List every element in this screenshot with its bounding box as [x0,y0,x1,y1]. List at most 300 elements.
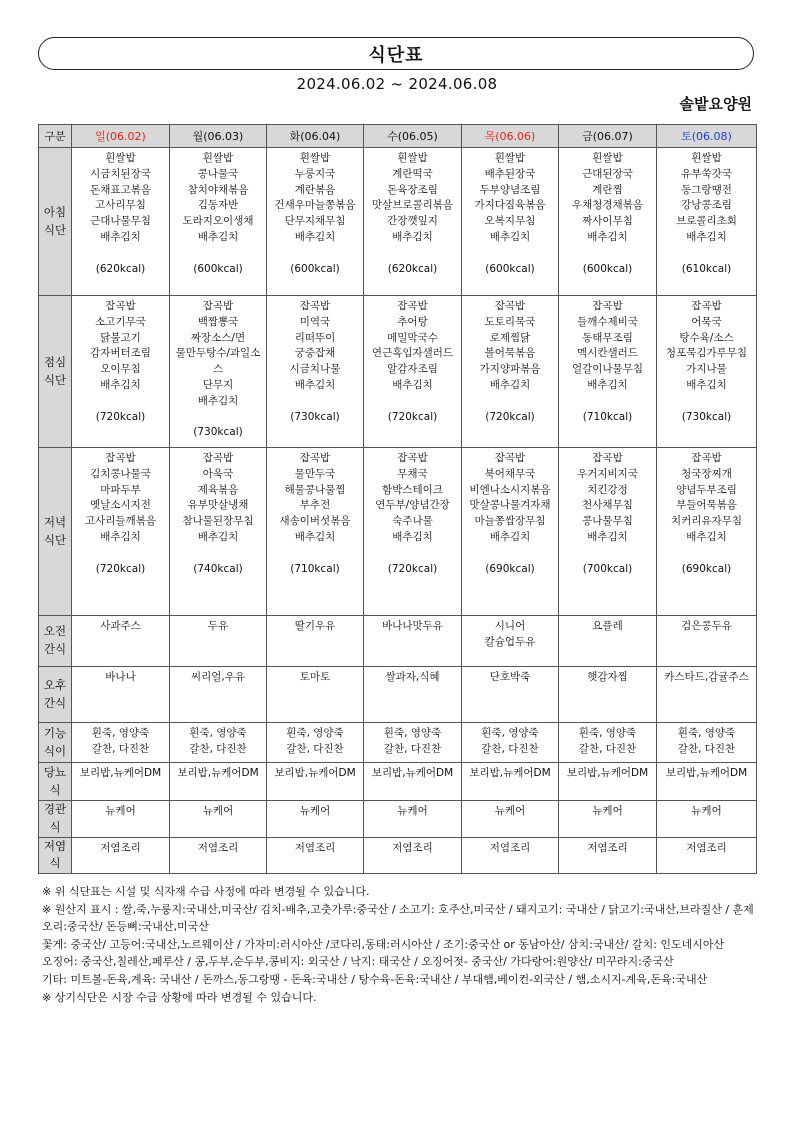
menu-item: 흰쌀밥 [105,152,136,164]
spacer [172,546,264,562]
menu-item: 맛살브로콜리볶음 [371,199,454,212]
menu-cell [72,296,170,448]
header-row [39,125,757,148]
menu-cell [364,723,462,763]
menu-item: 배추김치 [587,230,628,243]
row-category-line: 식이 [43,743,67,758]
spacer [659,394,754,410]
kcal-label: (600kcal) [193,262,243,275]
kcal-label: (700kcal) [582,562,633,575]
menu-item: 흰죽, 영양죽 [578,727,637,739]
menu-item: 도토리묵국 [484,315,536,328]
menu-item: 어묵국 [691,315,722,328]
meal-row [39,148,757,296]
menu-cell [559,801,657,838]
menu-item: 배추김치 [686,378,727,391]
menu-item: 잡곡밥 [397,300,428,312]
menu-item: 배추김치 [197,230,239,243]
spacer [74,546,167,562]
menu-item: 단무지채무침 [284,215,346,228]
menu-item: 멕시칸샐러드 [577,347,638,360]
kcal-label: (610kcal) [681,262,732,275]
row-category-line: 간식 [43,695,67,710]
menu-item: 얼갈이나물무침 [571,363,643,376]
menu-item: 배추김치 [294,378,336,391]
menu-item: 맛살콩나물겨자채 [469,499,551,512]
menu-item: 강낭콩조림 [681,199,732,212]
menu-item: 저염조리 [489,841,531,854]
menu-item: 가지양파볶음 [479,363,541,376]
menu-item: 배추김치 [489,530,531,543]
spacer [561,246,654,262]
menu-item: 배추김치 [197,394,239,407]
menu-cell [657,448,757,616]
menu-item: 갈찬, 다진찬 [578,742,637,755]
menu-item: 배추김치 [489,378,531,391]
menu-item: 배추김치 [392,378,433,391]
menu-item: 비엔나소시지볶음 [469,483,551,496]
menu-cell [462,763,559,801]
menu-item: 감자버터조림 [90,347,151,360]
row-category [39,667,72,723]
menu-item: 흰쌀밥 [691,152,722,164]
spacer [269,394,361,410]
kcal-label: (710kcal) [582,410,633,423]
spacer [366,546,459,562]
row-category [39,723,72,763]
day-header: 월(06.03) [170,125,267,148]
menu-cell [462,448,559,616]
meal-row [39,296,757,448]
menu-item: 배추김치 [100,378,141,391]
row-category-line: 저녁 [43,514,67,529]
menu-item: 미역국 [299,315,331,328]
row-category-line: 식 [49,856,61,871]
menu-item: 바나나 [105,671,136,683]
menu-cell [364,148,462,296]
menu-item: 갈찬, 다진찬 [383,742,442,755]
menu-cell [170,667,267,723]
kcal-label: (720kcal) [485,410,535,423]
menu-item: 보리밥,뉴케어DM [79,767,162,779]
menu-item: 배추김치 [100,530,141,543]
menu-cell [364,763,462,801]
menu-cell [462,296,559,448]
menu-item: 고사리들깨볶음 [84,515,156,528]
menu-item: 오이무침 [100,363,141,376]
menu-item: 보리밥,뉴케어DM [469,767,551,779]
kcal-label: (720kcal) [95,562,146,575]
menu-item: 배추김치 [392,230,433,243]
menu-item: 두유 [207,620,229,632]
menu-item: 저염조리 [392,841,433,854]
menu-item: 잡곡밥 [105,452,136,464]
menu-cell [462,723,559,763]
kcal-label: (690kcal) [681,562,732,575]
kcal-label: (740kcal) [193,562,243,575]
menu-item: 잡곡밥 [494,300,526,312]
menu-item: 짜장소스/면 [190,331,246,344]
menu-period: 2024.06.02 ~ 2024.06.08 [296,75,498,93]
menu-item: 리떠뚜이 [294,331,336,344]
menu-item: 돈육장조림 [387,183,438,196]
menu-item: 시금치된장국 [90,167,151,180]
menu-item: 유부쑥갓국 [681,167,732,180]
menu-cell [170,801,267,838]
meal-row [39,616,757,667]
menu-item: 잡곡밥 [105,300,136,312]
spacer [366,246,459,262]
row-category-line: 간식 [43,642,67,656]
menu-cell [364,837,462,874]
menu-item: 부들어묵볶음 [676,499,737,512]
menu-item: 마늘쫑쌈장무침 [474,515,546,528]
kcal-label: (730kcal) [681,410,732,423]
menu-cell [462,801,559,838]
menu-cell [72,616,170,667]
menu-item: 계란떡국 [392,167,433,180]
menu-cell [462,667,559,723]
menu-item: 가지다짐육볶음 [474,199,546,212]
notes [42,883,758,1006]
menu-item: 보리밥,뉴케어DM [177,767,259,779]
menu-cell [72,763,170,801]
menu-cell [462,837,559,874]
row-category-line: 당뇨 [43,764,67,779]
menu-item: 배추김치 [197,530,239,543]
menu-item: 단무지 [202,378,234,391]
menu-item: 근대나물무침 [90,215,151,228]
kcal-label: (730kcal) [193,426,243,439]
menu-cell [657,837,757,874]
spacer [172,246,264,262]
menu-item: 배추김치 [489,230,531,243]
menu-item: 흰쌀밥 [299,152,331,164]
menu-item: 뉴케어 [592,805,623,817]
menu-cell [72,148,170,296]
menu-item: 계란볶음 [294,183,336,196]
menu-item: 배추김치 [392,530,433,543]
menu-item: 제육볶음 [197,483,239,496]
kcal-label: (600kcal) [290,262,340,275]
menu-item: 김동자반 [197,199,239,212]
menu-item: 북어채무국 [484,467,536,480]
row-category-line: 점심 [43,354,67,369]
menu-item: 잡곡밥 [494,452,526,464]
note-line: 기타: 미트볼-돈육,계육: 국내산 / 돈까스,동그랑땡 - 돈육:국내산 / 탕수육-돈육:국내산 / 부대햄,베이컨-외국산 / 햄,소시지-계육,돈육:국내산 [42,972,708,986]
menu-cell [559,296,657,448]
menu-item: 배추김치 [294,530,336,543]
menu-cell [72,837,170,874]
menu-item: 검은콩두유 [681,620,732,632]
kcal-label: (620kcal) [387,262,438,275]
menu-cell [170,763,267,801]
row-category-line: 저염 [43,838,67,853]
menu-item: 갈찬, 다진찬 [481,742,539,755]
row-category [39,296,72,448]
menu-item: 가지나물 [686,363,727,376]
menu-item: 누룽지국 [294,167,336,180]
menu-item: 아욱국 [202,467,234,480]
menu-item: 배추김치 [686,530,727,543]
weekly-menu-table [38,124,757,874]
day-header: 수(06.05) [364,125,462,148]
corner-header: 구분 [39,125,72,148]
menu-item: 씨리얼,우유 [190,671,246,683]
menu-cell [170,296,267,448]
menu-item: 배추김치 [587,378,628,391]
menu-item: 배추김치 [587,530,628,543]
menu-item: 카스타드,감귤주스 [664,671,749,683]
menu-cell [364,296,462,448]
menu-item: 보리밥,뉴케어DM [665,767,748,779]
menu-item: 잡곡밥 [202,300,234,312]
menu-cell [170,723,267,763]
menu-cell [364,801,462,838]
menu-cell [657,616,757,667]
menu-item: 흰죽, 영양죽 [481,727,539,739]
meal-row [39,667,757,723]
menu-item: 잡곡밥 [691,452,722,464]
kcal-label: (720kcal) [387,410,438,423]
menu-cell [559,723,657,763]
menu-cell [267,723,364,763]
menu-item: 알감자조림 [387,363,438,376]
menu-item: 유부맛살냉채 [187,499,249,512]
menu-cell [267,148,364,296]
row-category-line: 기능 [43,725,67,740]
menu-item: 뉴케어 [105,805,136,817]
menu-item: 보리밥,뉴케어DM [371,767,454,779]
menu-cell [267,801,364,838]
menu-cell [462,616,559,667]
kcal-label: (720kcal) [95,410,146,423]
menu-item: 김치콩나물국 [90,467,151,480]
menu-item: 무채국 [397,467,428,480]
row-category-line: 아침 [43,204,67,219]
day-header: 일(06.02) [72,125,170,148]
row-category [39,801,72,838]
note-line: ※ 원산지 표시 : 쌀,죽,누룽지:국내산,미국산/ 김치-배추,고춧가루:중국산 / 소고기: 호주산,미국산 / 돼지고기: 국내산 / 닭고기:국내산,브라질산 / 훈제오리:중국산/ 돈등뼈:국내산,미국산 [42,902,754,934]
menu-cell [267,837,364,874]
menu-item: 단호박죽 [489,671,531,683]
kcal-label: (690kcal) [485,562,535,575]
menu-body [39,148,757,874]
menu-cell [170,616,267,667]
menu-item: 칼슘업두유 [484,635,536,648]
menu-item: 치킨강정 [587,483,628,496]
menu-item: 추어탕 [397,315,428,328]
menu-item: 쌀과자,식혜 [385,671,440,683]
menu-item: 간장깻잎지 [387,215,438,228]
page-title: 식단표 [368,44,424,66]
menu-title-box [38,37,754,70]
menu-item: 천사채무침 [582,499,633,512]
row-category-line: 식단 [43,532,67,547]
menu-cell [72,801,170,838]
menu-item: 흰죽, 영양죽 [286,727,344,739]
menu-item: 흰죽, 영양죽 [677,727,736,739]
spacer [464,546,556,562]
menu-item: 배추김치 [294,230,336,243]
menu-item: 옛날소시지전 [90,499,151,512]
menu-item: 저염조리 [686,841,727,854]
menu-item: 흰죽, 영양죽 [91,727,150,739]
row-category [39,837,72,874]
spacer [74,394,167,410]
menu-item: 콩나물무침 [582,515,633,528]
menu-item: 짜사이무침 [582,215,633,228]
menu-cell [267,667,364,723]
menu-cell [364,616,462,667]
meal-row [39,763,757,801]
menu-cell [559,667,657,723]
meal-row [39,837,757,874]
menu-item: 동태무조림 [582,331,633,344]
spacer [464,246,556,262]
menu-item: 배추된장국 [484,167,536,180]
note-line: ※ 위 식단표는 시설 및 식자재 수급 사정에 따라 변경될 수 있습니다. [42,885,370,898]
spacer [561,546,654,562]
day-header: 목(06.06) [462,125,559,148]
menu-item: 잡곡밥 [592,452,623,464]
menu-item: 저염조리 [197,841,239,854]
menu-cell [364,448,462,616]
menu-cell [559,616,657,667]
row-category [39,763,72,801]
menu-item: 잡곡밥 [299,452,331,464]
menu-item: 잡곡밥 [592,300,623,312]
menu-item: 참나물된장무침 [182,515,254,528]
meal-row [39,801,757,838]
row-category [39,448,72,616]
menu-item: 들깨수제비국 [577,315,638,328]
menu-item: 잡곡밥 [397,452,428,464]
menu-item: 소고기무국 [95,315,146,328]
menu-item: 뉴케어 [397,805,428,817]
menu-cell [267,296,364,448]
menu-cell [72,723,170,763]
menu-item: 연두부/양념간장 [375,499,450,512]
menu-item: 부추전 [299,499,331,512]
menu-item: 청포묵김가루무침 [665,347,748,360]
menu-item: 딸기우유 [294,620,336,632]
note-line: 꽃게: 중국산/ 고등어:국내산,노르웨이산 / 가자미:러시아산 /코다리,동태:러시아산 / 조기:중국산 or 동남아산/ 삼치:국내산/ 갈치: 인도네시아산 [42,937,725,951]
day-header: 금(06.07) [559,125,657,148]
menu-item: 볼어묵볶음 [484,347,536,360]
menu-item: 닭불고기 [100,331,141,344]
menu-item: 흰쌀밥 [202,152,234,164]
menu-cell [170,837,267,874]
spacer [172,410,264,426]
menu-item: 요플레 [592,620,623,632]
menu-cell [657,763,757,801]
menu-item: 저염조리 [294,841,336,854]
kcal-label: (720kcal) [387,562,438,575]
kcal-label: (620kcal) [95,262,146,275]
menu-item: 두부양념조림 [479,183,541,196]
kcal-label: (710kcal) [290,562,340,575]
row-category-line: 오후 [43,677,67,692]
menu-cell [559,763,657,801]
menu-cell [72,667,170,723]
kcal-label: (600kcal) [485,262,535,275]
row-category [39,616,72,667]
menu-item: 브로콜리초회 [676,215,737,228]
menu-cell [657,148,757,296]
row-category [39,148,72,296]
menu-item: 동그랑땡전 [681,183,732,196]
note-line: ※ 상기식단은 시장 수급 상황에 따라 변경될 수 있습니다. [42,990,317,1004]
menu-item: 갈찬, 다진찬 [91,742,150,755]
menu-item: 뉴케어 [691,805,722,817]
meal-row [39,723,757,763]
menu-item: 저염조리 [100,841,141,854]
menu-item: 우거지비지국 [577,467,638,480]
menu-item: 갈찬, 다진찬 [286,742,344,755]
menu-item: 흰쌀밥 [592,152,623,164]
menu-item: 우채청경채볶음 [571,199,643,212]
menu-item: 돈채표고볶음 [90,183,151,196]
menu-item: 흰쌀밥 [397,152,428,164]
menu-item: 해물콩나물찜 [284,483,346,496]
menu-item: 햇감자찜 [587,671,628,683]
menu-cell [170,448,267,616]
spacer [659,246,754,262]
spacer [269,246,361,262]
spacer [561,394,654,410]
menu-cell [559,448,657,616]
kcal-label: (600kcal) [582,262,633,275]
menu-item: 뉴케어 [202,805,234,817]
menu-item: 뉴케어 [299,805,331,817]
menu-item: 백짬뽕국 [197,315,239,328]
menu-cell [267,448,364,616]
menu-cell [267,616,364,667]
menu-item: 보리밥,뉴케어DM [566,767,649,779]
menu-item: 청국장찌개 [681,467,732,480]
menu-cell [267,763,364,801]
menu-item: 탕수육/소스 [679,331,734,344]
spacer [366,394,459,410]
menu-cell [462,148,559,296]
menu-item: 숙주나물 [392,515,433,528]
menu-item: 양념두부조림 [676,483,737,496]
menu-item: 궁중잡채 [294,347,336,360]
menu-item: 배추김치 [100,230,141,243]
menu-item: 새송이버섯볶음 [279,515,351,528]
menu-item: 메밀막국수 [387,331,438,344]
menu-item: 참치야채볶음 [187,183,249,196]
menu-item: 사과주스 [100,620,141,632]
menu-item: 마파두부 [100,483,141,496]
menu-cell [657,667,757,723]
menu-item: 함박스테이크 [382,483,443,496]
menu-item: 시니어 [494,620,526,632]
meal-row [39,448,757,616]
row-category-line: 식단 [43,222,67,237]
kcal-label: (730kcal) [290,410,340,423]
menu-item: 치커리유자무침 [670,515,742,528]
menu-item: 시금치나물 [289,363,341,376]
row-category-line: 식 [49,782,61,797]
spacer [269,546,361,562]
menu-item: 물만두국 [294,467,336,480]
menu-cell [657,801,757,838]
menu-cell [657,296,757,448]
menu-item: 토마토 [299,671,331,683]
facility-name: 솔밭요양원 [679,95,752,113]
